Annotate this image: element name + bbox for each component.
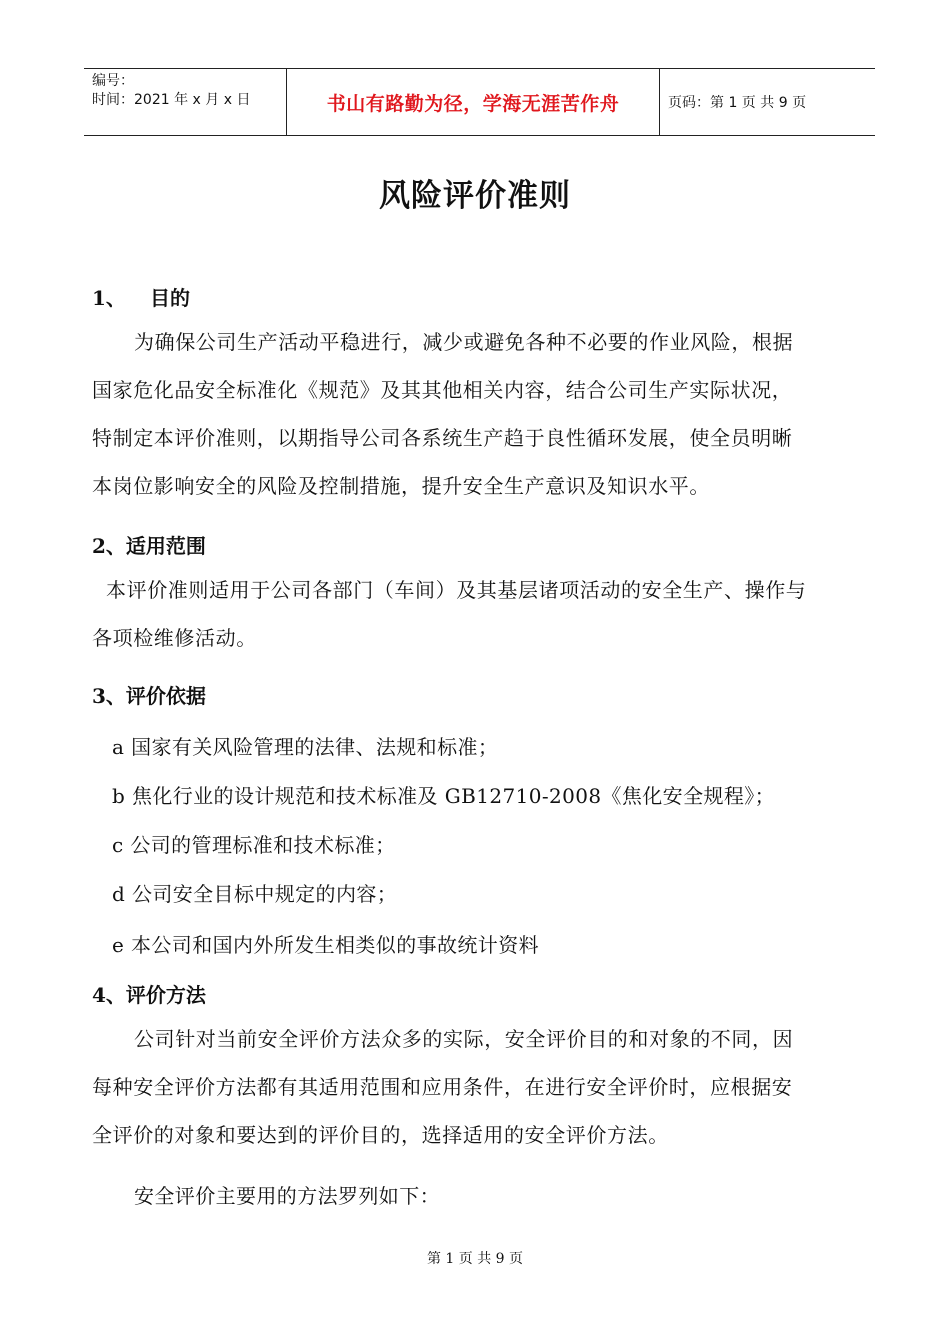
document-title: 风险评价准则 bbox=[379, 178, 571, 214]
header-meta bbox=[84, 69, 286, 135]
paragraph-scope bbox=[92, 566, 872, 662]
code-label: 编号： bbox=[92, 73, 134, 89]
paragraph-line: 为确保公司生产活动平稳进行，减少或避免各种不必要的作业风险，根据 bbox=[134, 330, 794, 354]
section-title: 目的 bbox=[150, 286, 190, 310]
section-heading-method: 4、评价方法 bbox=[92, 983, 206, 1007]
basis-item-a: a 国家有关风险管理的法律、法规和标准； bbox=[112, 735, 499, 759]
paragraph-line: 各项检维修活动。 bbox=[92, 626, 257, 650]
paragraph-method bbox=[92, 1015, 872, 1159]
paragraph-line: 本岗位影响安全的风险及控制措施，提升安全生产意识及知识水平。 bbox=[92, 474, 710, 498]
paragraph-line: 本评价准则适用于公司各部门（车间）及其基层诸项活动的安全生产、操作与 bbox=[106, 578, 807, 602]
document-header bbox=[84, 68, 875, 136]
section-number: 1、 bbox=[92, 286, 126, 310]
header-page-info: 页码：第 1 页 共 9 页 bbox=[668, 95, 807, 111]
header-motto: 书山有路勤为径，学海无涯苦作舟 bbox=[286, 69, 660, 135]
section-heading-purpose bbox=[92, 282, 190, 311]
paragraph-line: 特制定本评价准则，以期指导公司各系统生产趋于良性循环发展，使全员明晰 bbox=[92, 426, 793, 450]
section-heading-scope: 2、适用范围 bbox=[92, 534, 206, 558]
basis-item-e: e 本公司和国内外所发生相类似的事故统计资料 bbox=[112, 933, 539, 957]
paragraph-line: 公司针对当前安全评价方法众多的实际，安全评价目的和对象的不同，因 bbox=[134, 1027, 794, 1051]
time-label: 时间：2021 年 x 月 x 日 bbox=[92, 92, 251, 108]
paragraph-line: 国家危化品安全标准化《规范》及其其他相关内容，结合公司生产实际状况， bbox=[92, 378, 793, 402]
paragraph-line: 每种安全评价方法都有其适用范围和应用条件，在进行安全评价时，应根据安 bbox=[92, 1075, 793, 1099]
section-heading-basis: 3、评价依据 bbox=[92, 684, 206, 708]
basis-item-b: b 焦化行业的设计规范和技术标准及 GB12710-2008《焦化安全规程》； bbox=[112, 784, 776, 808]
basis-item-c: c 公司的管理标准和技术标准； bbox=[112, 833, 396, 857]
page-footer: 第 1 页 共 9 页 bbox=[426, 1251, 524, 1267]
paragraph-purpose bbox=[92, 318, 872, 510]
paragraph-line: 全评价的对象和要达到的评价目的，选择适用的安全评价方法。 bbox=[92, 1123, 669, 1147]
basis-item-d: d 公司安全目标中规定的内容； bbox=[112, 882, 398, 906]
method-list-intro: 安全评价主要用的方法罗列如下： bbox=[134, 1184, 440, 1208]
